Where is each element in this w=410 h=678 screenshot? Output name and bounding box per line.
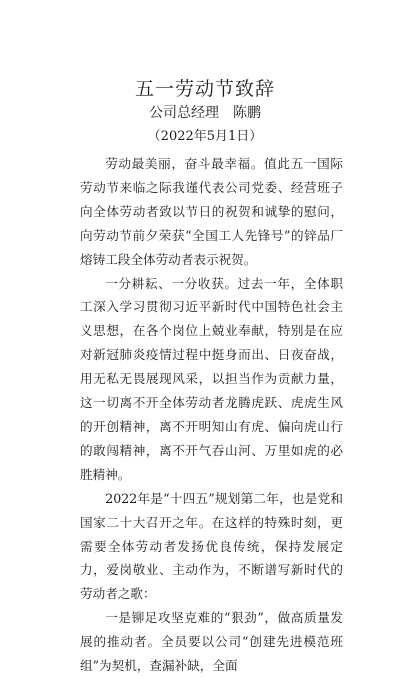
paragraph: 一分耕耘、一分收获。过去一年，全体职工深入学习贯彻习近平新时代中国特色社会主义思想，在各个岗位上兢业奉献，特别是在应对新冠肺炎疫情过程中挺身而出、日夜奋战，用无私无畏展现风采，以担当作为贡献力量，这一切离不开全体劳动者龙腾虎跃、虎虎生风的开创精神，离不开明知山有虎、偏向虎山行的敢闯精神，离不开气吞山河、万里如虎的必胜精神。 xyxy=(80,275,343,482)
author-title: 公司总经理 xyxy=(149,105,219,121)
paragraph: 2022年是“十四五”规划第二年，也是党和国家二十大召开之年。在这样的特殊时刻，更需要全体劳动者发扬优良传统，保持发展定力，爱岗敬业、主动作为，不断谱写新时代的劳动者之歌： xyxy=(80,490,343,602)
document-body xyxy=(80,152,343,678)
author-name: 陈鹏 xyxy=(233,105,261,121)
byline xyxy=(0,104,410,122)
document-date: （2022年5月1日） xyxy=(147,129,263,144)
paragraph: 劳动最美丽，奋斗最幸福。值此五一国际劳动节来临之际我谨代表公司党委、经营班子向全体劳动者致以节日的祝贺和诚挚的慰问，向劳动节前夕荣获“全国工人先锋号”的锌品厂熔铸工段全体劳动者表示祝贺。 xyxy=(80,156,343,267)
paragraph: 一是铆足攻坚克难的“狠劲”，做高质量发展的推动者。全员要以公司“创建先进模范班组”为契机，查漏补缺，全面 xyxy=(80,610,343,674)
document-title: 五一劳动节致辞 xyxy=(134,78,275,100)
